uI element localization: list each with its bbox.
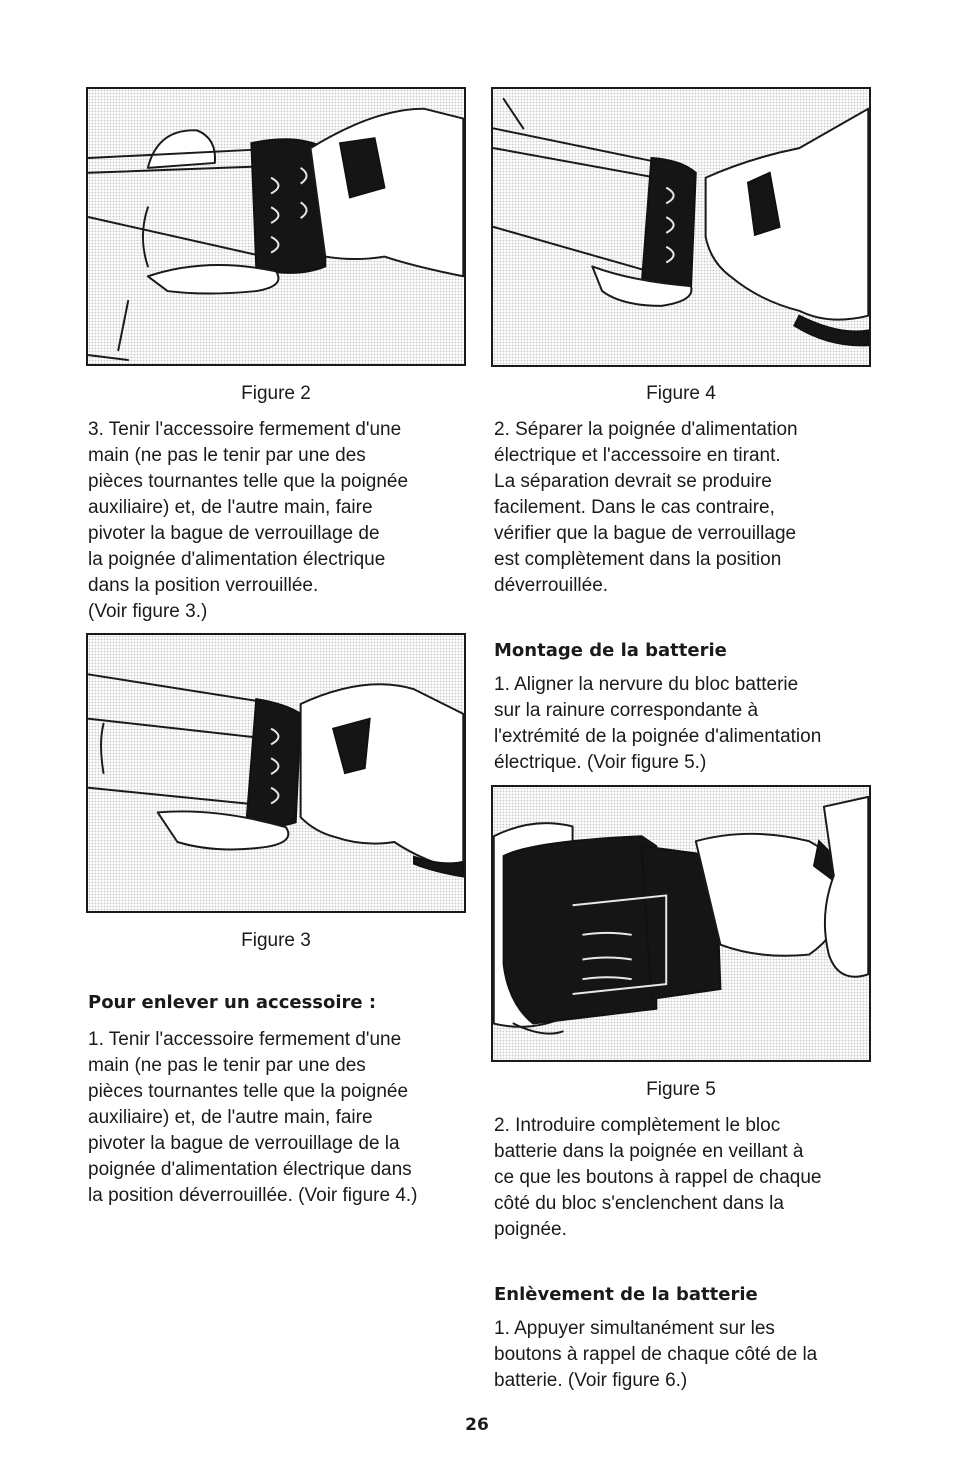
figure-5-illustration [491,785,871,1062]
text-line: auxiliaire) et, de l'autre main, faire [88,1107,373,1128]
figure-5-caption: Figure 5 [646,1079,716,1100]
text-line: main (ne pas le tenir par une des [88,1055,366,1076]
text-line: 1. Aligner la nervure du bloc batterie [494,674,799,695]
figure-2-illustration [86,87,466,366]
battery-install-heading: Montage de la batterie [494,640,727,661]
text-line: la poignée d'alimentation électrique [88,549,386,570]
battery-removal-heading: Enlèvement de la batterie [494,1284,758,1305]
text-line: batterie dans la poignée en veillant à [494,1141,804,1162]
text-line: électrique. (Voir figure 5.) [494,752,707,773]
remove-accessory-text [88,1027,418,1209]
battery-install-text [494,672,821,776]
figure-4-caption: Figure 4 [646,383,716,404]
figure-5-drawing [493,787,869,1060]
text-line: côté du bloc s'enclenchent dans la [494,1193,784,1214]
figure-2-caption: Figure 2 [241,383,311,404]
figure-4-illustration [491,87,871,367]
text-line: ce que les boutons à rappel de chaque [494,1167,822,1188]
text-line: la position déverrouillée. (Voir figure 4.) [88,1185,418,1206]
text-line: poignée d'alimentation électrique dans [88,1159,412,1180]
text-line: pivoter la bague de verrouillage de [88,523,380,544]
figure-5-step-2-text [494,1113,821,1243]
remove-accessory-heading: Pour enlever un accessoire : [88,992,377,1013]
text-line: main (ne pas le tenir par une des [88,445,366,466]
figure-3-drawing [88,635,464,911]
figure-2-step-3-text [88,417,408,625]
text-line: dans la position verrouillée. [88,575,319,596]
text-line: vérifier que la bague de verrouillage [494,523,797,544]
text-line: électrique et l'accessoire en tirant. [494,445,781,466]
text-line: 3. Tenir l'accessoire fermement d'une [88,419,402,440]
figure-4-step-2-text [494,417,798,599]
text-line: 1. Tenir l'accessoire fermement d'une [88,1029,402,1050]
figure-3-caption: Figure 3 [241,930,311,951]
text-line: pièces tournantes telle que la poignée [88,1081,409,1102]
text-line: boutons à rappel de chaque côté de la [494,1344,818,1365]
text-line: auxiliaire) et, de l'autre main, faire [88,497,373,518]
figure-2-drawing [88,89,464,364]
text-line: est complètement dans la position [494,549,782,570]
text-line: l'extrémité de la poignée d'alimentation [494,726,822,747]
text-line: sur la rainure correspondante à [494,700,759,721]
figure-4-drawing [493,89,869,365]
page-number: 26 [465,1415,489,1435]
text-line: pièces tournantes telle que la poignée [88,471,409,492]
text-line: 1. Appuyer simultanément sur les [494,1318,775,1339]
text-line: poignée. [494,1219,567,1240]
battery-removal-text [494,1316,817,1394]
text-line: 2. Séparer la poignée d'alimentation [494,419,798,440]
text-line: 2. Introduire complètement le bloc [494,1115,781,1136]
text-line: facilement. Dans le cas contraire, [494,497,775,518]
text-line: (Voir figure 3.) [88,601,208,622]
text-line: déverrouillée. [494,575,609,596]
text-line: pivoter la bague de verrouillage de la [88,1133,400,1154]
figure-3-illustration [86,633,466,913]
text-line: batterie. (Voir figure 6.) [494,1370,688,1391]
text-line: La séparation devrait se produire [494,471,772,492]
